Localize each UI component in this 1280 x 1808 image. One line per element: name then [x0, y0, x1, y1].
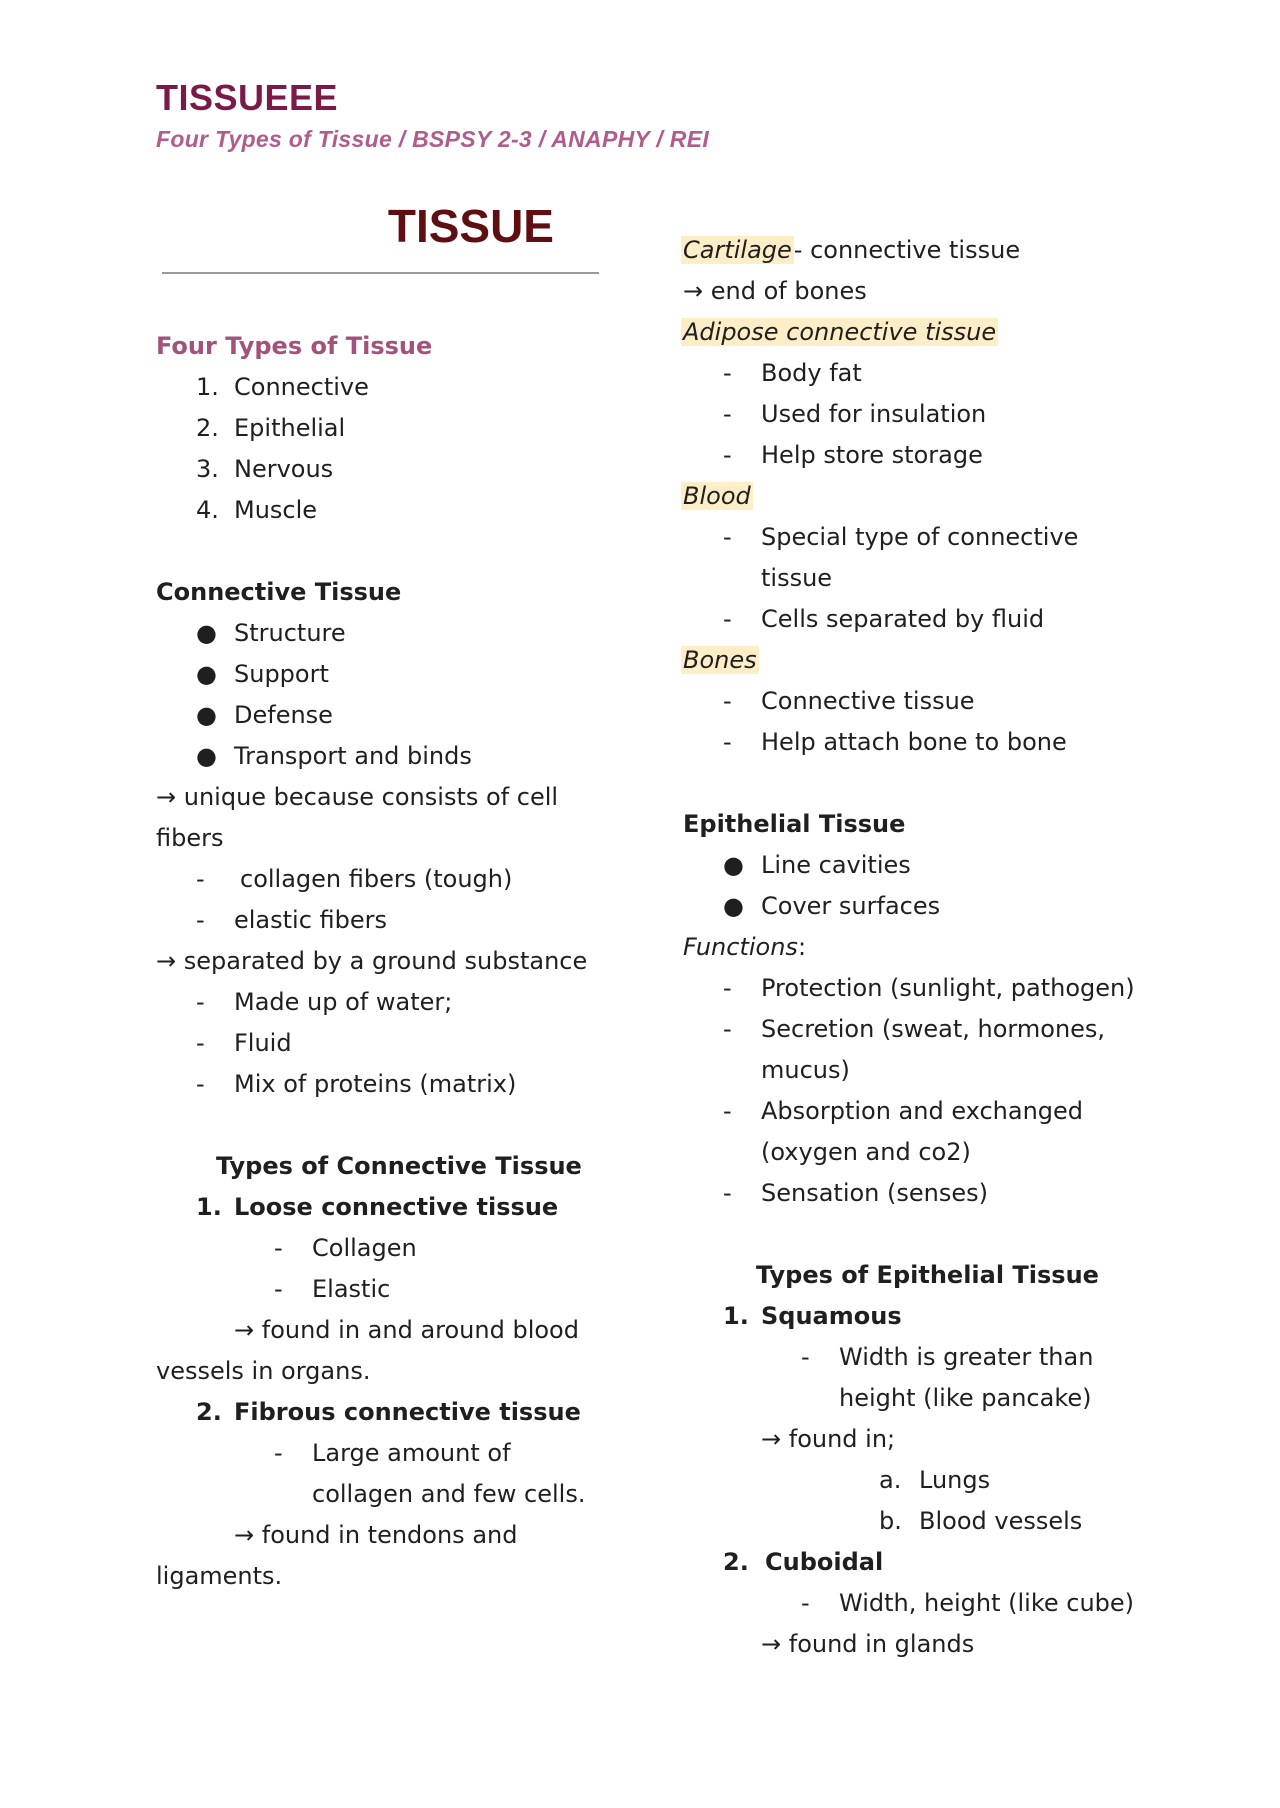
list-item: a. Lungs: [879, 1466, 991, 1494]
list-item: 1. Loose connective tissue: [196, 1193, 559, 1221]
document-title: TISSUEEE: [156, 77, 339, 118]
list-item: - Help store storage: [723, 441, 983, 469]
note-line: → separated by a ground substance: [156, 947, 588, 975]
note-line: → found in;: [761, 1425, 896, 1453]
blood-label: Blood: [683, 482, 751, 510]
document-header: [156, 76, 709, 153]
note-line: fibers: [156, 824, 224, 852]
epithelial-heading: Epithelial Tissue: [683, 810, 906, 838]
list-item: ● Structure: [196, 619, 346, 647]
list-item: ● Transport and binds: [196, 742, 472, 770]
list-item: - Secretion (sweat, hormones,: [723, 1015, 1106, 1043]
note-line: ligaments.: [156, 1562, 283, 1590]
list-item: - Large amount of: [274, 1439, 511, 1467]
list-item: - Body fat: [723, 359, 862, 387]
list-item: - Help attach bone to bone: [723, 728, 1067, 756]
left-column: [156, 196, 606, 1597]
list-item: - elastic fibers: [196, 906, 388, 934]
bones-line: [683, 640, 1153, 681]
list-item: - Sensation (senses): [723, 1179, 989, 1207]
page-title: TISSUE: [387, 200, 554, 252]
list-item: ● Line cavities: [723, 851, 911, 879]
cartilage-label: Cartilage: [683, 236, 792, 264]
functions-label: Functions: [683, 933, 798, 961]
cartilage-line: Cartilage- connective tissue: [683, 236, 1021, 264]
list-item: 2. Cuboidal: [723, 1548, 884, 1576]
list-item: b. Blood vessels: [879, 1507, 1083, 1535]
list-item: - Made up of water;: [196, 988, 453, 1016]
four-types-heading: Four Types of Tissue: [156, 332, 433, 360]
list-item: - Collagen: [274, 1234, 417, 1262]
list-item: - Protection (sunlight, pathogen): [723, 974, 1135, 1002]
list-item-continued: (oxygen and co2): [761, 1138, 971, 1166]
functions-label-line: Functions:: [683, 933, 807, 961]
list-item: 1. Squamous: [723, 1302, 902, 1330]
note-line: vessels in organs.: [156, 1357, 371, 1385]
list-item: - Absorption and exchanged: [723, 1097, 1084, 1125]
types-epithelial-heading: Types of Epithelial Tissue: [756, 1261, 1099, 1289]
list-item: ● Cover surfaces: [723, 892, 941, 920]
list-item: 2. Fibrous connective tissue: [196, 1398, 581, 1426]
types-connective-heading: Types of Connective Tissue: [216, 1152, 582, 1180]
document-subtitle: Four Types of Tissue / BSPSY 2-3 / ANAPHY / REI: [156, 126, 710, 152]
blood-line: [683, 476, 1153, 517]
list-item: 2. Epithelial: [196, 414, 346, 442]
list-item-continued: height (like pancake): [839, 1384, 1092, 1412]
list-item: 4. Muscle: [196, 496, 318, 524]
list-item: ● Support: [196, 660, 329, 688]
list-item: - Cells separated by fluid: [723, 605, 1045, 633]
adipose-line: [683, 312, 1153, 353]
list-item: - Width, height (like cube): [801, 1589, 1135, 1617]
adipose-label: Adipose connective tissue: [683, 318, 997, 346]
note-line: → unique because consists of cell: [156, 783, 559, 811]
list-item-continued: collagen and few cells.: [312, 1480, 586, 1508]
connective-heading: Connective Tissue: [156, 578, 402, 606]
list-item: - Mix of proteins (matrix): [196, 1070, 517, 1098]
right-column: [683, 230, 1153, 1665]
note-line: → end of bones: [683, 277, 867, 305]
note-line: → found in tendons and: [234, 1521, 518, 1549]
list-item: - Special type of connective: [723, 523, 1079, 551]
list-item: - Connective tissue: [723, 687, 975, 715]
note-line: → found in glands: [761, 1630, 975, 1658]
list-item: 1. Connective: [196, 373, 369, 401]
list-item: 3. Nervous: [196, 455, 334, 483]
list-item: - collagen fibers (tough): [196, 865, 513, 893]
list-item: - Fluid: [196, 1029, 292, 1057]
list-item-continued: mucus): [761, 1056, 850, 1084]
bones-label: Bones: [683, 646, 757, 674]
list-item-continued: tissue: [761, 564, 833, 592]
list-item: - Used for insulation: [723, 400, 987, 428]
note-line: → found in and around blood: [234, 1316, 579, 1344]
list-item: ● Defense: [196, 701, 333, 729]
list-item: - Width is greater than: [801, 1343, 1094, 1371]
list-item: - Elastic: [274, 1275, 391, 1303]
